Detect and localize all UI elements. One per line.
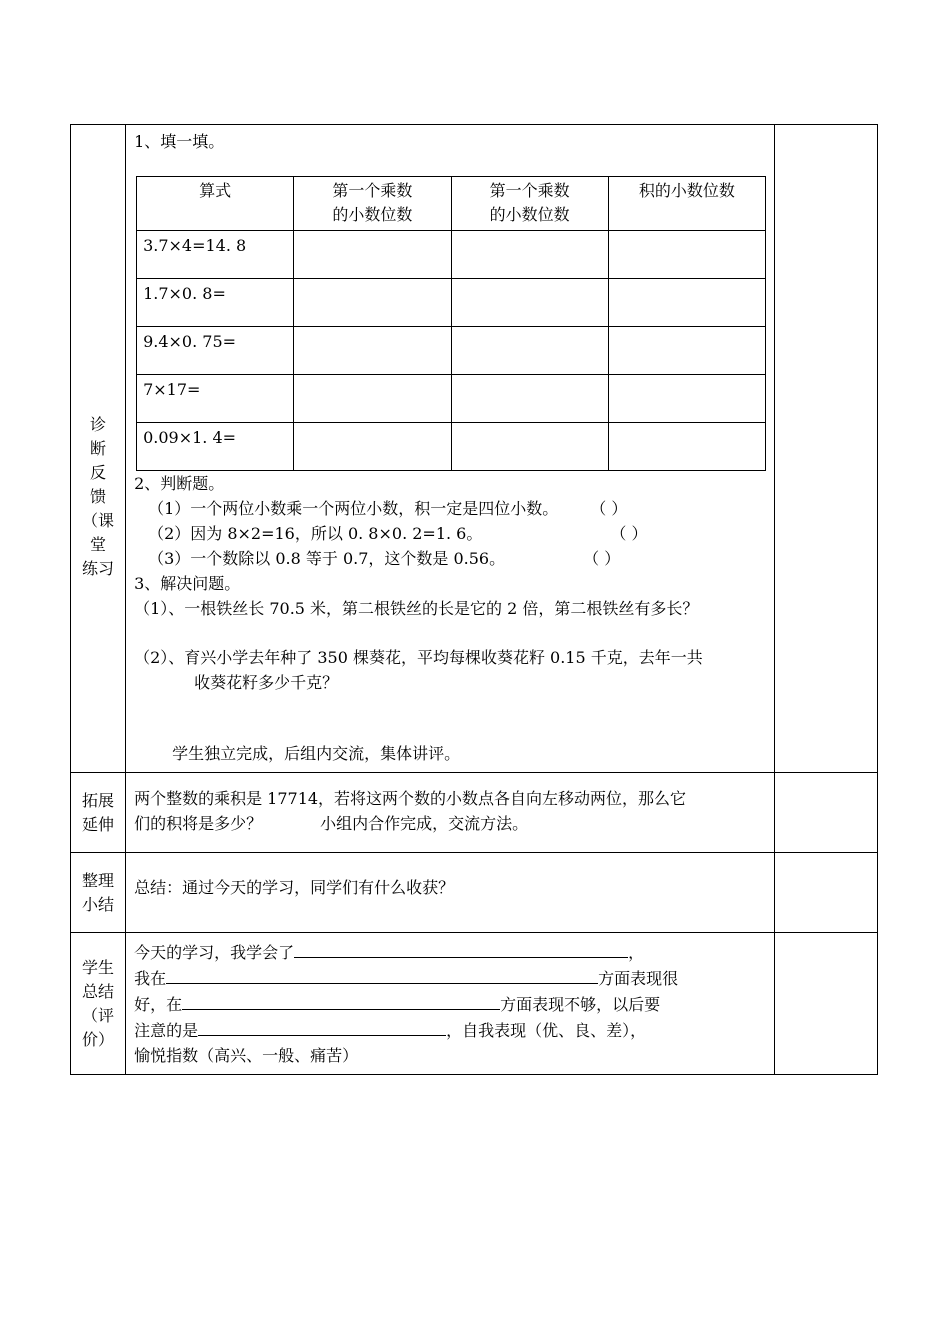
- header-product-decimals: 积的小数位数: [608, 177, 765, 231]
- answer-cell[interactable]: [608, 375, 765, 423]
- formula-cell: 9.4×0. 75=: [137, 327, 294, 375]
- formula-cell: 1.7×0. 8=: [137, 279, 294, 327]
- q3-title: 3、解决问题。: [134, 574, 241, 593]
- fill-in-table: [136, 176, 766, 471]
- extension-remark-cell[interactable]: [774, 773, 877, 853]
- label-char: （课: [82, 510, 115, 530]
- judge-item-2: （2）因为 8×2=16，所以 0. 8×0. 2=1. 6。 （ ）: [134, 521, 766, 546]
- learned-blank[interactable]: [294, 939, 628, 958]
- label-char: 小结: [82, 894, 115, 914]
- answer-cell[interactable]: [294, 375, 451, 423]
- diagnosis-label-cell: [71, 125, 126, 773]
- header-formula: 算式: [137, 177, 294, 231]
- label-char: 馈: [90, 486, 107, 506]
- diagnosis-content-cell: [126, 125, 775, 773]
- good-at-blank[interactable]: [166, 965, 598, 984]
- answer-cell[interactable]: [608, 279, 765, 327]
- fill-in-header-row: [137, 177, 766, 231]
- summary-label: [71, 869, 125, 917]
- answer-cell[interactable]: [608, 231, 765, 279]
- diagnosis-note: 学生独立完成，后组内交流，集体讲评。: [172, 744, 461, 763]
- label-char: 延伸: [82, 814, 115, 834]
- self-eval-content-cell: [126, 933, 775, 1075]
- section-summary: [71, 853, 878, 933]
- judge-item-1: （1）一个两位小数乘一个两位小数，积一定是四位小数。 （ ）: [134, 496, 766, 521]
- self-eval-remark-cell[interactable]: [774, 933, 877, 1075]
- table-row: [137, 375, 766, 423]
- extension-note: 小组内合作完成，交流方法。: [320, 814, 529, 833]
- summary-remark-cell[interactable]: [774, 853, 877, 933]
- answer-cell[interactable]: [608, 327, 765, 375]
- answer-cell[interactable]: [294, 231, 451, 279]
- self-eval-line-4: 注意的是 ，自我表现（优、良、差），: [134, 1017, 766, 1043]
- header-second-factor-decimals: 第一个乘数 的小数位数: [451, 177, 608, 231]
- label-char: 学生: [82, 957, 115, 977]
- header-first-factor-decimals: 第一个乘数 的小数位数: [294, 177, 451, 231]
- answer-cell[interactable]: [451, 423, 608, 471]
- answer-cell[interactable]: [451, 327, 608, 375]
- self-eval-line-5: 愉悦指数（高兴、一般、痛苦）: [134, 1046, 359, 1065]
- needs-improvement-blank[interactable]: [182, 991, 500, 1010]
- attention-blank[interactable]: [198, 1017, 446, 1036]
- section-diagnosis: [71, 125, 878, 773]
- q1-title: 1、填一填。: [134, 132, 225, 151]
- summary-label-cell: [71, 853, 126, 933]
- answer-cell[interactable]: [451, 375, 608, 423]
- formula-cell: 0.09×1. 4=: [137, 423, 294, 471]
- answer-cell[interactable]: [451, 231, 608, 279]
- judge-item-3: （3）一个数除以 0.8 等于 0.7，这个数是 0.56。 （ ）: [134, 546, 766, 571]
- problem-1: （1）、一根铁丝长 70.5 米，第二根铁丝的长是它的 2 倍，第二根铁丝有多长？: [134, 599, 699, 618]
- table-row: [137, 423, 766, 471]
- table-row: [137, 327, 766, 375]
- extension-line-2: 们的积将是多少？ 小组内合作完成，交流方法。: [134, 814, 529, 833]
- problem-2-line-2: 收葵花籽多少千克？: [194, 673, 339, 692]
- summary-text: 总结：通过今天的学习，同学们有什么收获？: [134, 878, 455, 897]
- diagnosis-label: [71, 413, 125, 581]
- answer-cell[interactable]: [608, 423, 765, 471]
- label-char: 拓展: [82, 790, 115, 810]
- self-eval-line-3: 好，在 方面表现不够，以后要: [134, 991, 766, 1017]
- section-self-evaluation: [71, 933, 878, 1075]
- lesson-plan-table: [70, 124, 878, 1075]
- table-row: [137, 279, 766, 327]
- label-char: 反: [90, 462, 107, 482]
- summary-content-cell: [126, 853, 775, 933]
- label-char: 整理: [82, 870, 115, 890]
- self-eval-line-2: 我在 方面表现很: [134, 965, 766, 991]
- extension-label: [71, 789, 125, 837]
- label-char: 价）: [82, 1029, 115, 1049]
- extension-line-1: 两个整数的乘积是 17714，若将这两个数的小数点各自向左移动两位，那么它: [134, 789, 687, 808]
- extension-content-cell: [126, 773, 775, 853]
- self-eval-label-cell: [71, 933, 126, 1075]
- answer-cell[interactable]: [294, 327, 451, 375]
- judge-answer-blank[interactable]: （ ）: [610, 524, 648, 543]
- label-char: 总结: [82, 981, 115, 1001]
- self-eval-line-1: 今天的学习，我学会了 ，: [134, 939, 766, 965]
- diagnosis-remark-cell[interactable]: [774, 125, 877, 773]
- extension-label-cell: [71, 773, 126, 853]
- label-char: 练习: [82, 558, 115, 578]
- q2-title: 2、判断题。: [134, 474, 225, 493]
- table-row: [137, 231, 766, 279]
- formula-cell: 3.7×4=14. 8: [137, 231, 294, 279]
- label-char: （评: [82, 1005, 115, 1025]
- answer-cell[interactable]: [294, 423, 451, 471]
- judge-answer-blank[interactable]: （ ）: [583, 549, 621, 568]
- answer-cell[interactable]: [294, 279, 451, 327]
- label-char: 诊: [90, 414, 107, 434]
- problem-2-line-1: （2）、育兴小学去年种了 350 棵葵花，平均每棵收葵花籽 0.15 千克，去年一共: [134, 648, 703, 667]
- self-eval-label: [71, 956, 125, 1052]
- label-char: 堂: [90, 534, 107, 554]
- judge-answer-blank[interactable]: （ ）: [590, 499, 628, 518]
- section-extension: [71, 773, 878, 853]
- answer-cell[interactable]: [451, 279, 608, 327]
- label-char: 断: [90, 438, 107, 458]
- formula-cell: 7×17=: [137, 375, 294, 423]
